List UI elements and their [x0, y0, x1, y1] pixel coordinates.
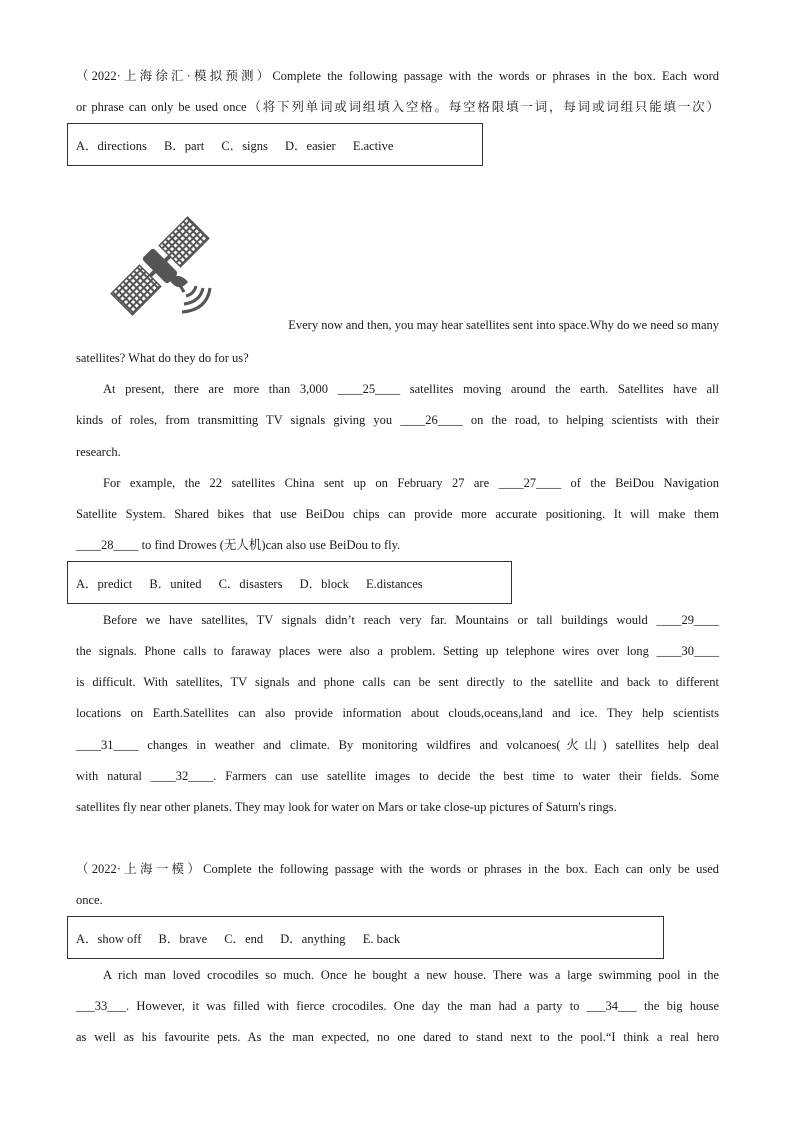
option-box-3 — [67, 916, 664, 959]
section1-header-line1: （2022·上海徐汇·模拟预测）Complete the following passage with the words or phrases in the box. Each word — [76, 69, 719, 83]
option-e: E.active — [352, 138, 394, 153]
paragraph-4-line6: with natural ____32____. Farmers can use satellite images to decide the best time to water their fields. Some — [76, 769, 719, 783]
option-d: D．easier — [285, 138, 336, 153]
section2-paragraph-line3: as well as his favourite pets. As the man expected, no one dared to stand next to the pool.“I think a real hero — [76, 1030, 719, 1044]
paragraph-4-line1: Before we have satellites, TV signals didn’t reach very far. Mountains or tall buildings would ____29____ — [103, 613, 719, 627]
option-c: C．end — [224, 931, 264, 946]
paragraph-3-line1: For example, the 22 satellites China sent up on February 27 are ____27____ of the BeiDou Navigation — [103, 476, 719, 490]
option-a: A．show off — [76, 931, 142, 946]
section2-header-line2: once. — [76, 893, 103, 907]
option-e: E.distances — [366, 576, 423, 591]
paragraph-4-line4: locations on Earth.Satellites can also provide information about clouds,oceans,land and ice. They help scientists — [76, 706, 719, 720]
option-c: C．disasters — [218, 576, 283, 591]
option-b: B．brave — [158, 931, 208, 946]
satellite-icon — [108, 210, 213, 322]
option-box-1 — [67, 123, 483, 166]
section2-paragraph-line2: ___33___. However, it was filled with fierce crocodiles. One day the man had a party to ___34___ the big house — [76, 999, 719, 1013]
option-b: B．part — [163, 138, 205, 153]
section1-header-line2: or phrase can only be used once（将下列单词或词组填入空格。每空格限填一词，每词或词组只能填一次） — [76, 100, 719, 114]
section2-paragraph-line1: A rich man loved crocodiles so much. Once he bought a new house. There was a large swimming pool in the — [103, 968, 719, 982]
option-d: D．block — [299, 576, 349, 591]
paragraph-2-line3: research. — [76, 445, 121, 459]
section2-header-line1: （2022·上海一模）Complete the following passage with the words or phrases in the box. Each can only be used — [76, 862, 719, 876]
option-c: C．signs — [221, 138, 268, 153]
option-b: B．united — [149, 576, 202, 591]
paragraph-2-line2: kinds of roles, from transmitting TV signals giving you ____26____ on the road, to helping scientists with their — [76, 413, 719, 427]
paragraph-3-line3: ____28____ to find Drowes (无人机)can also use BeiDou to fly. — [76, 538, 401, 552]
option-box-2 — [67, 561, 512, 604]
paragraph-4-line5: ____31____ changes in weather and climate. By monitoring wildfires and volcanoes(火山) satellites help deal — [76, 738, 719, 752]
option-d: D．anything — [280, 931, 346, 946]
option-e: E. back — [362, 931, 401, 946]
paragraph-3-line2: Satellite System. Shared bikes that use BeiDou chips can provide more accurate positioning. It will make them — [76, 507, 719, 521]
option-a: A．directions — [76, 138, 147, 153]
paragraph-4-line3: is difficult. With satellites, TV signals and phone calls can be sent directly to the satellite and back to different — [76, 675, 719, 689]
paragraph-2-line1: At present, there are more than 3,000 ____25____ satellites moving around the earth. Satellites have all — [103, 382, 719, 396]
paragraph-4-line2: the signals. Phone calls to faraway places were also a problem. Setting up telephone wires over long ____30____ — [76, 644, 719, 658]
paragraph-1-line1: Every now and then, you may hear satellites sent into space.Why do we need so many — [288, 318, 719, 332]
paragraph-1-line2: satellites? What do they do for us? — [76, 351, 249, 365]
paragraph-4-line7: satellites fly near other planets. They may look for water on Mars or take close-up pictures of Saturn's rings. — [76, 800, 617, 814]
option-a: A．predict — [76, 576, 133, 591]
